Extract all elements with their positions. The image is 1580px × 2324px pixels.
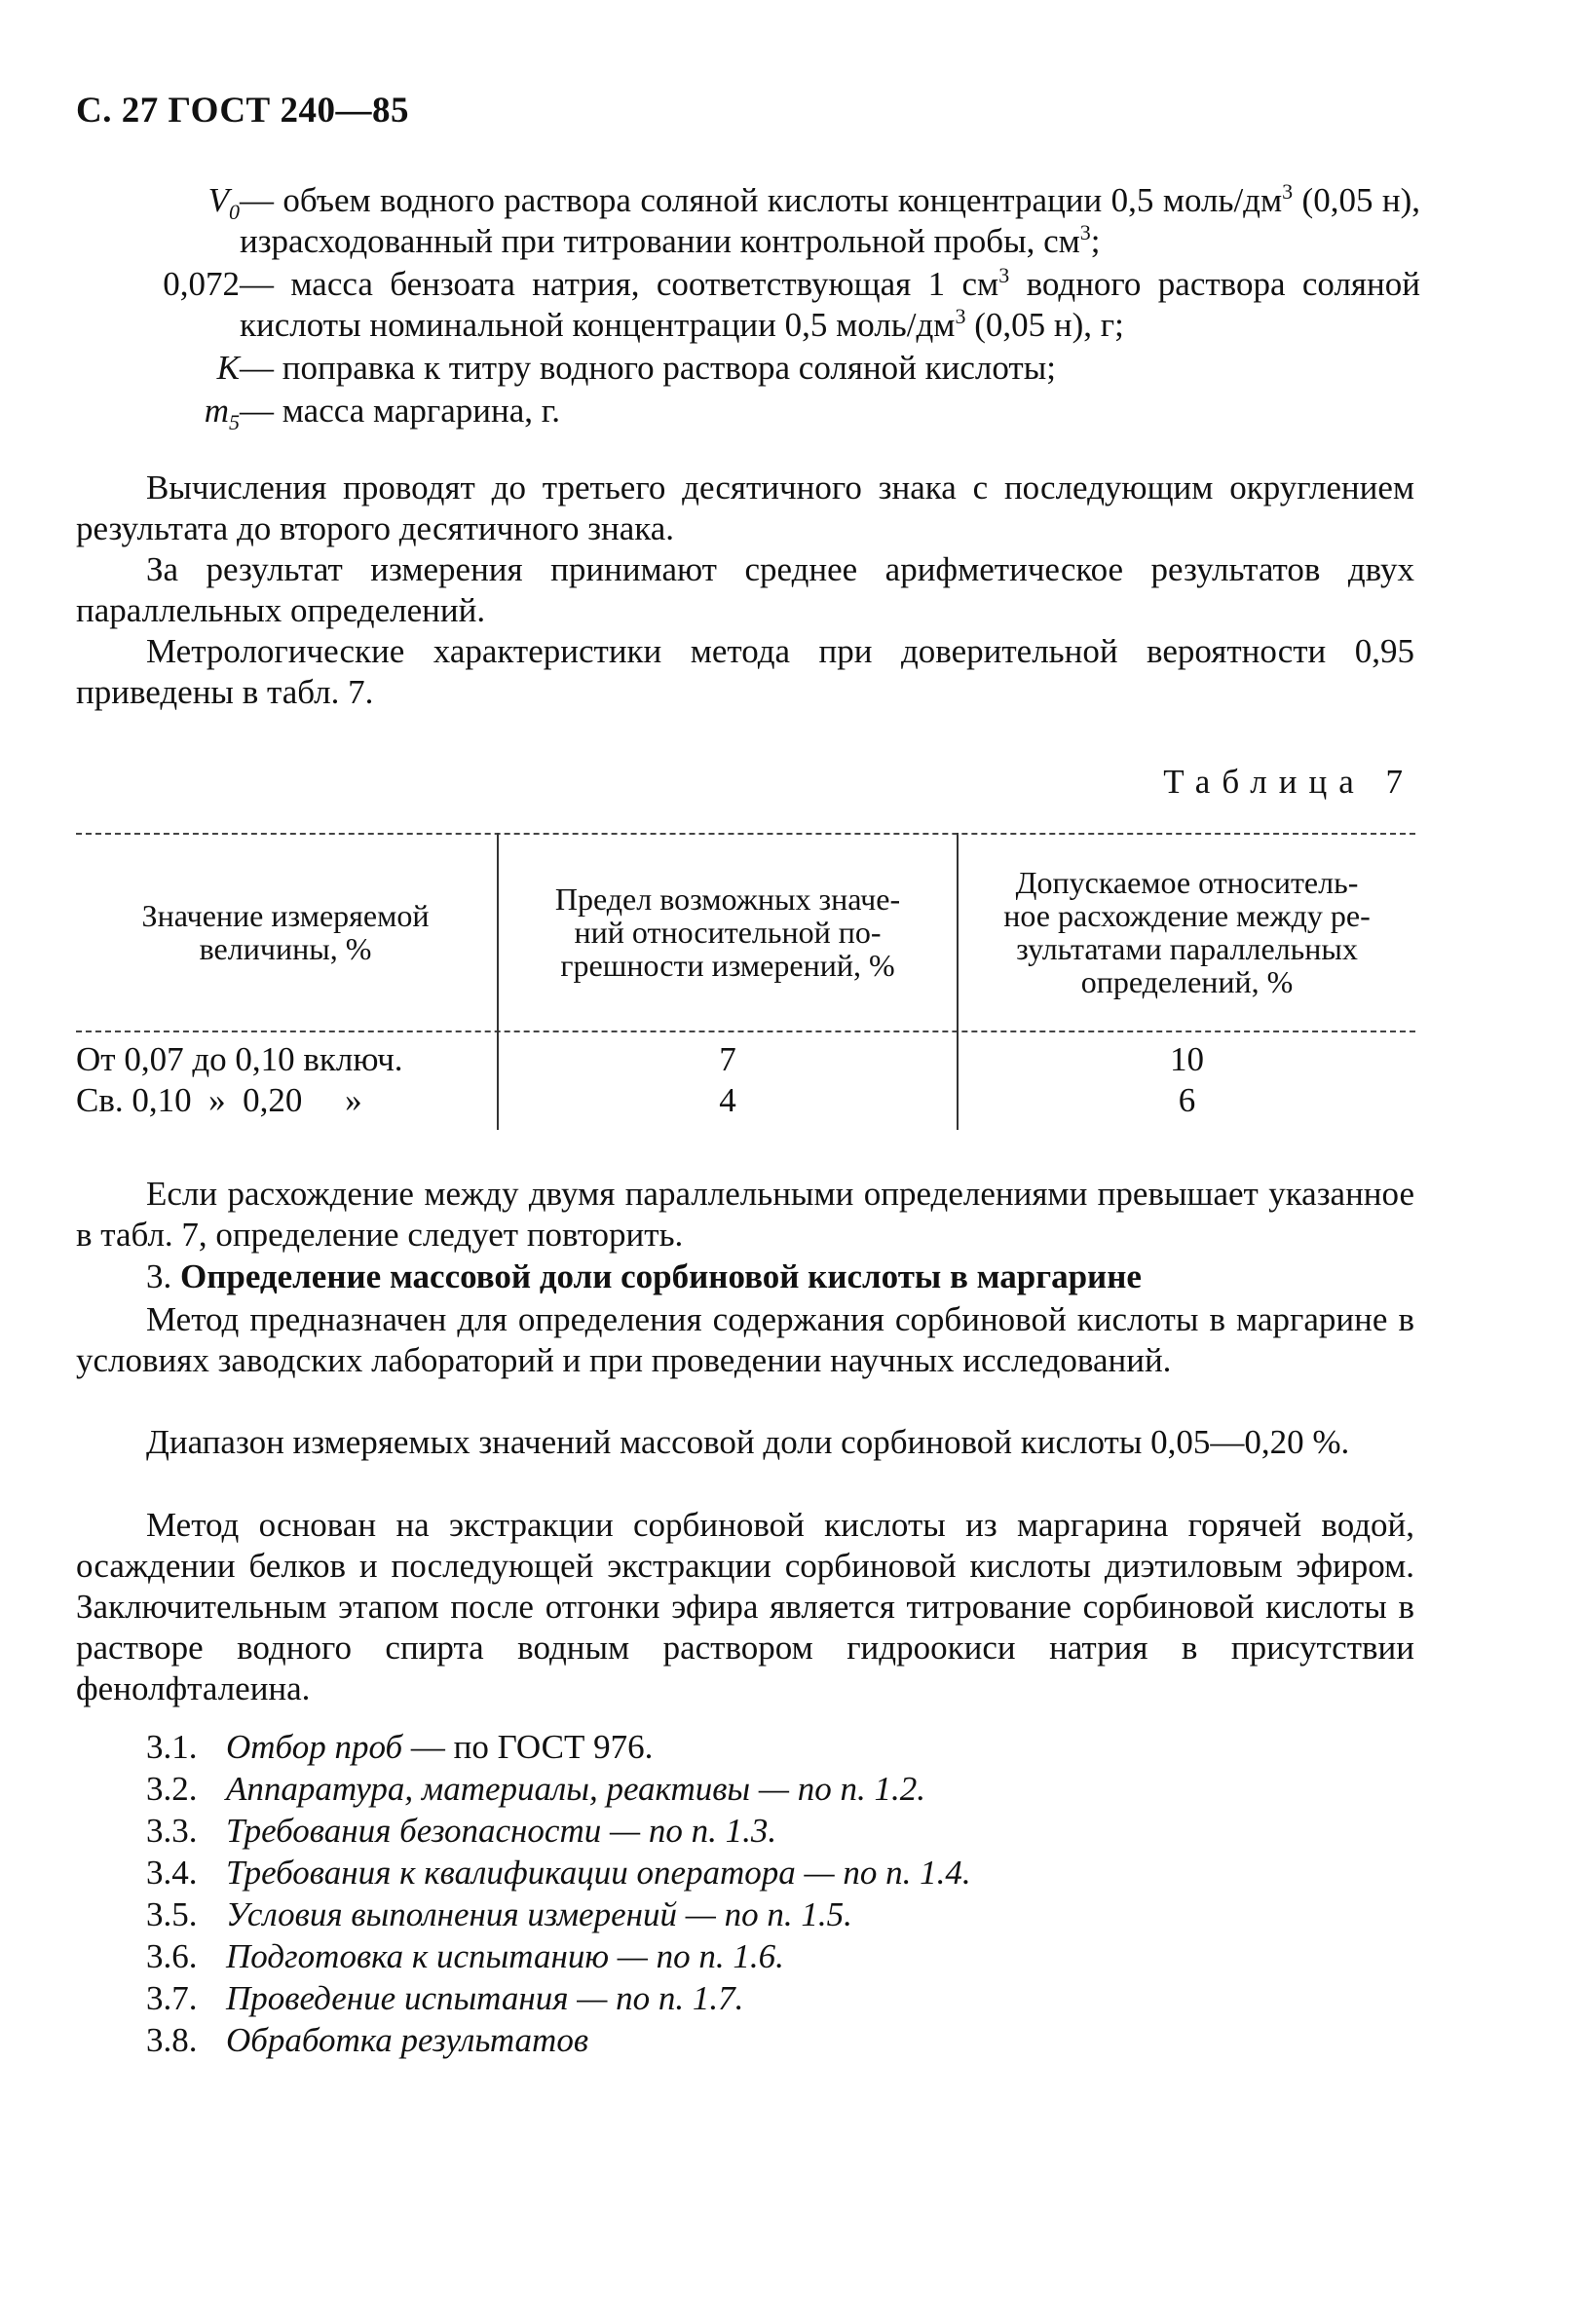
section-3-heading: 3. Определение массовой доли сорбиновой кислоты в маргарине	[146, 1257, 1142, 1295]
table-cell-range: От 0,07 до 0,10 включ.	[76, 1040, 403, 1078]
table-header-value: Значение измеряемой величины, %	[141, 897, 430, 966]
paragraph-purpose: Метод предназначен для определения содержания сорбиновой кислоты в маргарине в условиях заводских лабораторий и при проведении научных исследований.	[76, 1300, 1414, 1379]
table-header-rule	[76, 1031, 1415, 1032]
definition-term: $m_5$	[204, 392, 240, 434]
definition-k	[76, 348, 1420, 389]
definition-term: $V_0$	[207, 181, 240, 224]
paragraph-calculation: Вычисления проводят до третьего десятичного знака с последующим округлением результата до второго десятичного знака.	[76, 469, 1414, 547]
list-item: 3.2. Аппаратура, материалы, реактивы — по п. 1.2.	[146, 1770, 925, 1808]
definition-text: — поправка к титру водного раствора соляной кислоты;	[240, 349, 1056, 387]
definition-0072	[76, 264, 1420, 346]
table-cell-divergence: 6	[1178, 1081, 1196, 1119]
definition-text: — масса бензоата натрия, соответствующая 1 $см^3$ водного раствора соляной кислоты номинальной концентрации 0,5 моль/$дм^3$ (0,05 н), г;	[240, 263, 1420, 344]
page-header: С. 27 ГОСТ 240—85	[76, 91, 409, 131]
definition-v0	[76, 180, 1420, 262]
definition-m5	[76, 391, 1420, 434]
definitions-list	[76, 180, 1420, 433]
table-cell-divergence: 10	[1170, 1040, 1204, 1078]
list-item: 3.1. Отбор проб — по ГОСТ 976.	[146, 1728, 654, 1766]
table-row	[76, 1039, 1415, 1080]
paragraph-range: Диапазон измеряемых значений массовой доли сорбиновой кислоты 0,05—0,20 %.	[146, 1423, 1350, 1461]
list-item: 3.7. Проведение испытания — по п. 1.7.	[146, 1979, 744, 2017]
list-item: 3.3. Требования безопасности — по п. 1.3.	[146, 1812, 777, 1850]
list-item: 3.4. Требования к квалификации оператора — по п. 1.4.	[146, 1854, 971, 1892]
table-cell-range: Св. 0,10 » 0,20 »	[76, 1081, 362, 1119]
list-item: 3.5. Условия выполнения измерений — по п. 1.5.	[146, 1895, 852, 1933]
definition-text: — объем водного раствора соляной кислоты концентрации 0,5 моль/$дм^3$ (0,05 н), израсходованный при титровании контрольной пробы, $см^3$;	[240, 179, 1420, 260]
list-item: 3.6. Подготовка к испытанию — по п. 1.6.	[146, 1937, 784, 1975]
table-cell-limit: 4	[719, 1081, 736, 1119]
table-title: Таблица 7	[1163, 763, 1414, 801]
table-header-limit: Предел возможных значе- ний относительной по- грешности измерений, %	[554, 881, 901, 983]
paragraph-metrology: Метрологические характеристики метода при доверительной вероятности 0,95 приведены в табл. 7.	[76, 632, 1414, 711]
definition-text: — масса маргарина, г.	[240, 392, 560, 430]
paragraph-result: За результат измерения принимают среднее арифметическое результатов двух параллельных определений.	[76, 550, 1414, 629]
table-row	[76, 1080, 1415, 1121]
list-item: 3.8. Обработка результатов	[146, 2021, 589, 2059]
paragraph-divergence: Если расхождение между двумя параллельными определениями превышает указанное в табл. 7, определение следует повторить.	[76, 1175, 1414, 1254]
paragraph-method: Метод основан на экстракции сорбиновой кислоты из маргарина горячей водой, осаждении белков и последующей экстракции сорбиновой кислоты диэтиловым эфиром. Заключительным этапом после отгонки эфира является титрование сорбиновой кислоты в растворе водного спирта водным раствором гидроокиси натрия в присутствии фенолфталеина.	[76, 1506, 1414, 1707]
table-header-divergence: Допускаемое относитель- ное расхождение между ре- зультатами параллельных определений, %	[1003, 864, 1371, 999]
definition-term: 0,072	[163, 265, 240, 303]
steps-list	[146, 1726, 971, 2061]
table-cell-limit: 7	[719, 1040, 736, 1078]
definition-term: K	[216, 349, 240, 387]
